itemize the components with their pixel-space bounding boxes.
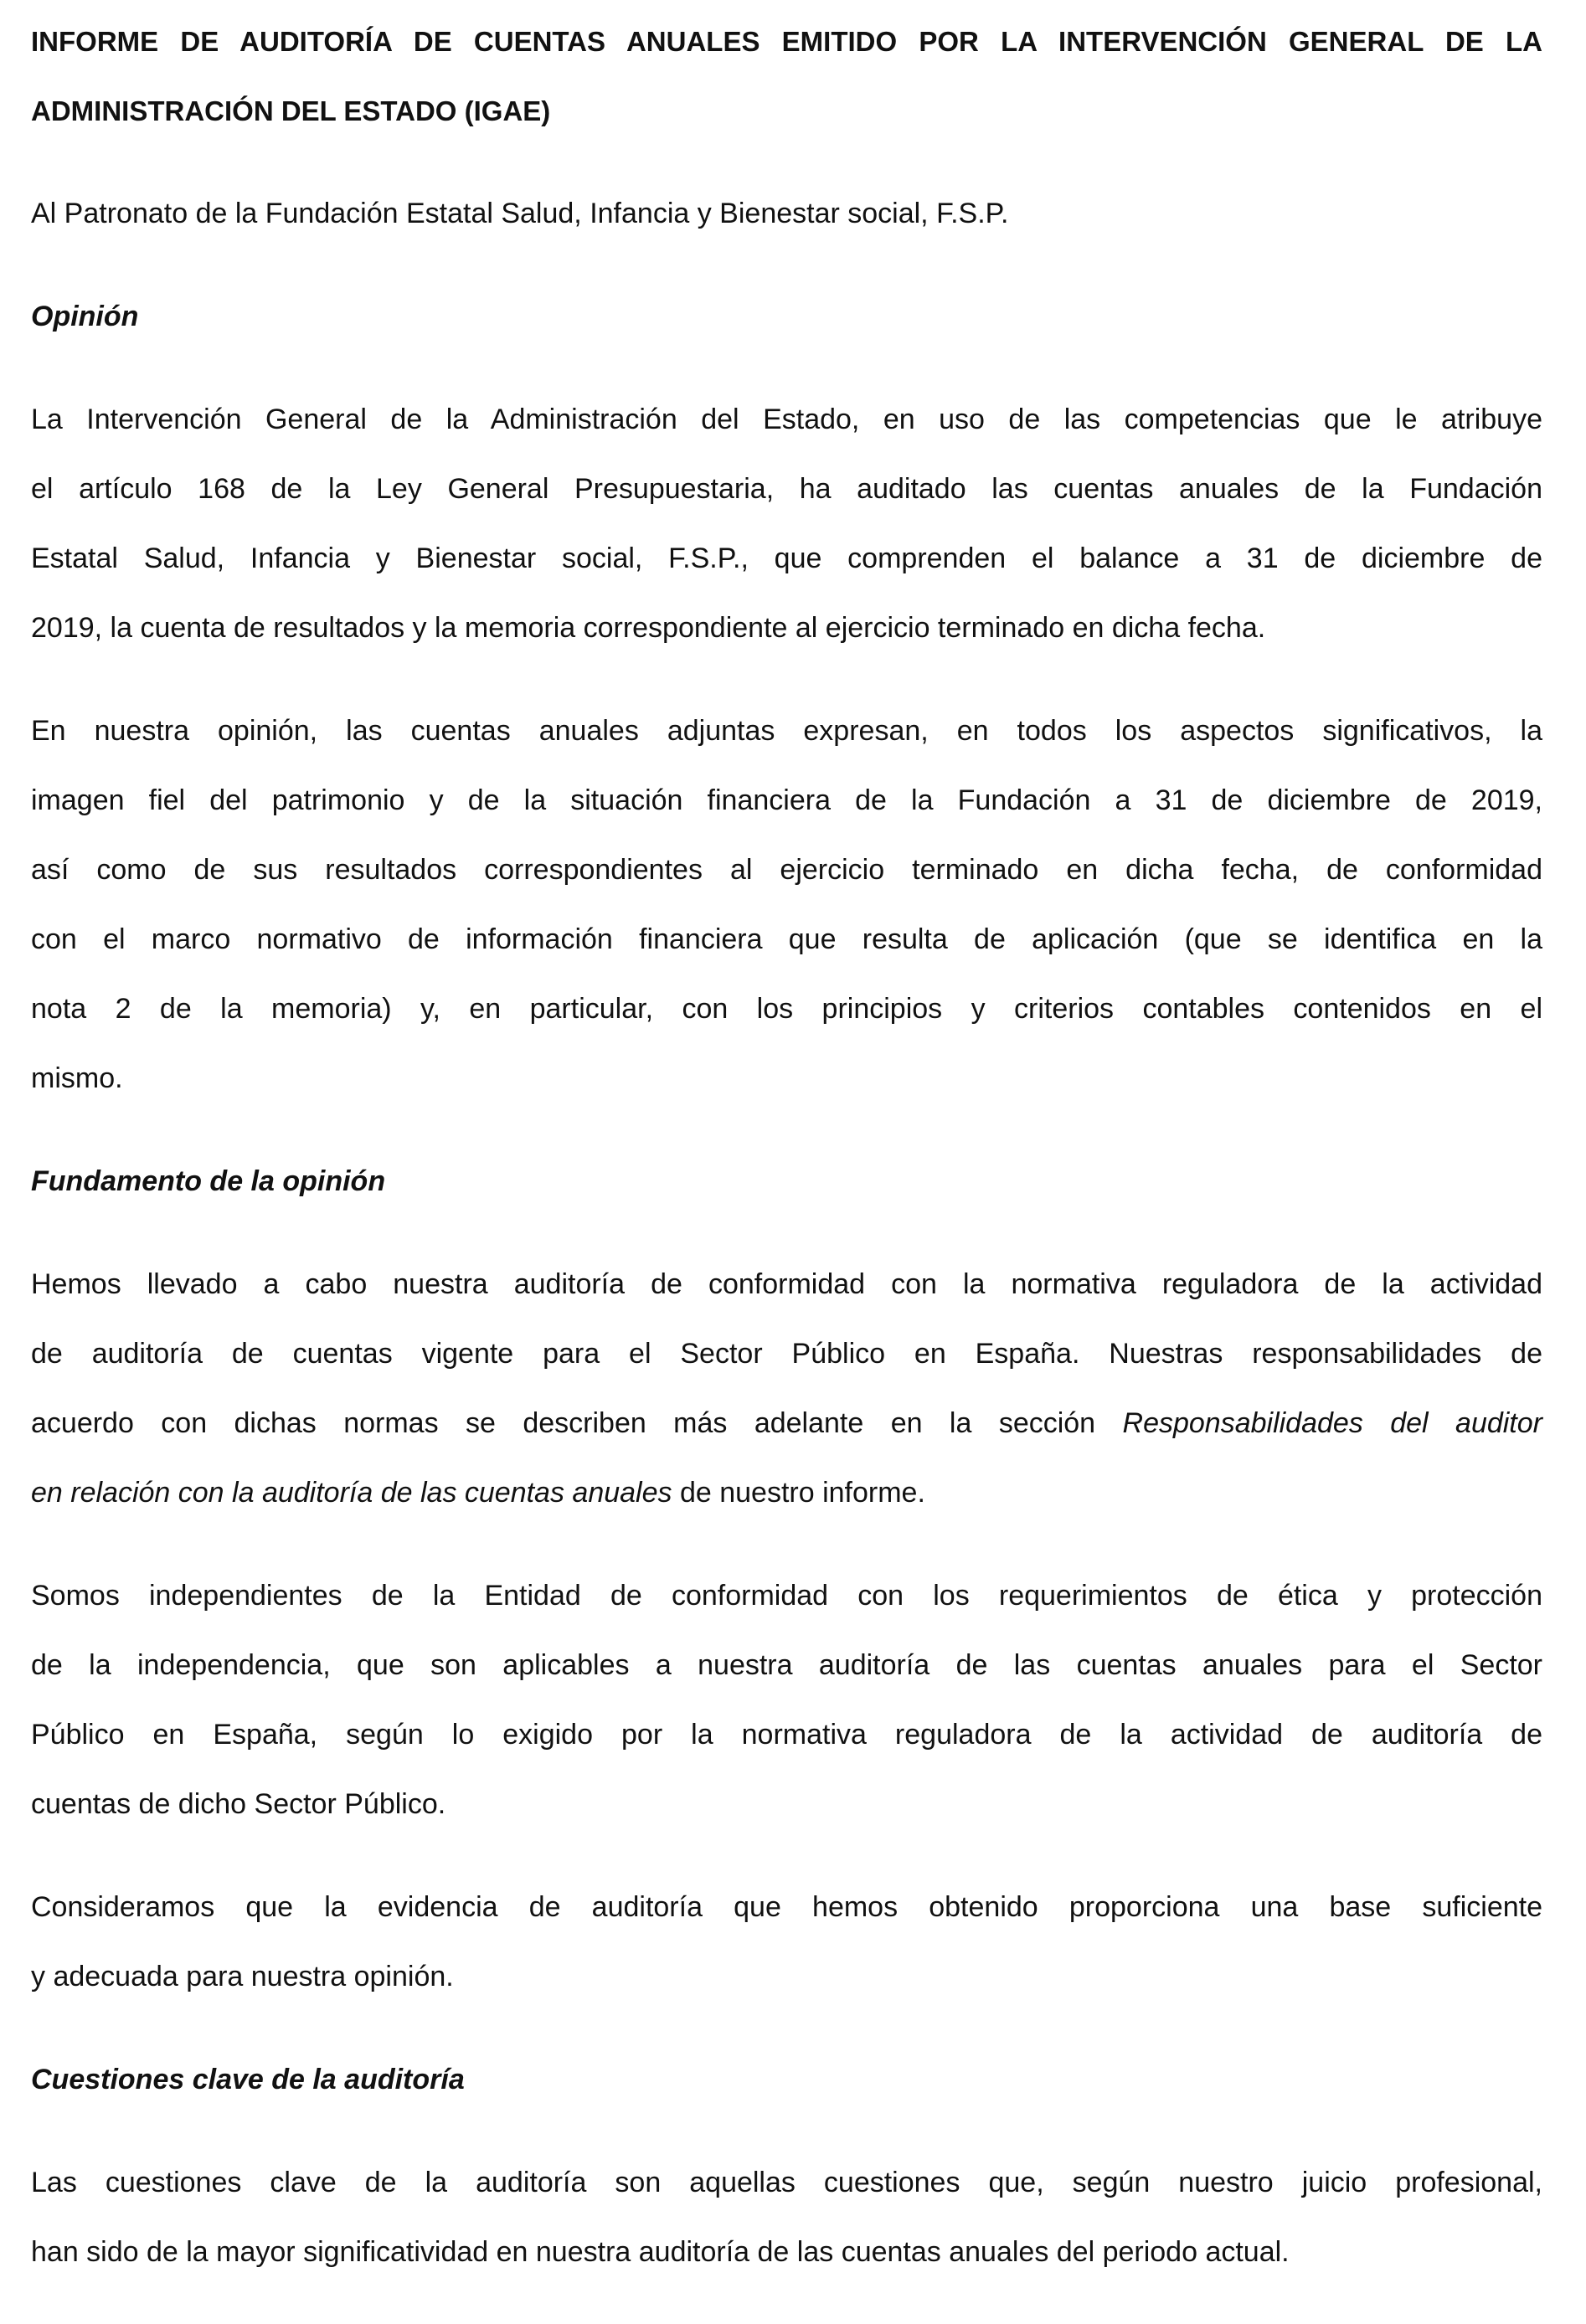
section-heading xyxy=(31,2045,1542,2115)
text-segment: acuerdo con dichas normas se describen más adelante en la sección xyxy=(31,1407,1123,1439)
text-line: 2019, la cuenta de resultados y la memoria correspondiente al ejercicio terminado en dicha fecha. xyxy=(31,612,1266,644)
paragraph xyxy=(31,1250,1542,1528)
audit-report-document xyxy=(31,7,1542,2321)
italic-text: en relación con la auditoría de las cuentas anuales xyxy=(31,1477,672,1509)
text-line: y adecuada para nuestra opinión. xyxy=(31,1961,454,1992)
text-segment: de nuestro informe. xyxy=(672,1477,925,1509)
section-heading xyxy=(31,282,1542,352)
text-line: así como de sus resultados correspondientes al ejercicio terminado en dicha fecha, de conformidad xyxy=(31,854,1542,886)
paragraph xyxy=(31,385,1542,663)
text-line xyxy=(31,1458,1542,1528)
paragraph xyxy=(31,179,1542,249)
section-heading xyxy=(31,1147,1542,1216)
report-title xyxy=(31,7,1542,146)
text-line: Público en España, según lo exigido por la normativa reguladora de la actividad de auditoría de xyxy=(31,1719,1542,1751)
italic-text: Responsabilidades del auditor xyxy=(1122,1407,1542,1439)
text-line: Hemos llevado a cabo nuestra auditoría de conformidad con la normativa reguladora de la actividad xyxy=(31,1268,1542,1300)
paragraph xyxy=(31,1873,1542,2012)
text-line: de auditoría de cuentas vigente para el Sector Público en España. Nuestras responsabilidades de xyxy=(31,1338,1542,1370)
text-line: nota 2 de la memoria) y, en particular, con los principios y criterios contables contenidos en el xyxy=(31,993,1542,1025)
text-line: Cuestiones clave de la auditoría xyxy=(31,2064,465,2095)
text-line: En nuestra opinión, las cuentas anuales adjuntas expresan, en todos los aspectos significativos, la xyxy=(31,715,1542,747)
text-line: Consideramos que la evidencia de auditoría que hemos obtenido proporciona una base suficiente xyxy=(31,1891,1542,1923)
text-line: Fundamento de la opinión xyxy=(31,1165,386,1197)
text-line: mismo. xyxy=(31,1062,123,1094)
text-line: Opinión xyxy=(31,301,139,332)
text-line: ADMINISTRACIÓN DEL ESTADO (IGAE) xyxy=(31,95,551,126)
text-line: Estatal Salud, Infancia y Bienestar social, F.S.P., que comprenden el balance a 31 de diciembre de xyxy=(31,542,1542,574)
text-line: de la independencia, que son aplicables a nuestra auditoría de las cuentas anuales para el Sector xyxy=(31,1649,1542,1681)
text-line: Las cuestiones clave de la auditoría son aquellas cuestiones que, según nuestro juicio profesional, xyxy=(31,2167,1542,2198)
text-line: han sido de la mayor significatividad en nuestra auditoría de las cuentas anuales del periodo actual. xyxy=(31,2236,1290,2268)
text-line: Al Patronato de la Fundación Estatal Salud, Infancia y Bienestar social, F.S.P. xyxy=(31,198,1009,229)
text-line: INFORME DE AUDITORÍA DE CUENTAS ANUALES EMITIDO POR LA INTERVENCIÓN GENERAL DE LA xyxy=(31,26,1542,57)
text-line: con el marco normativo de información financiera que resulta de aplicación (que se identifica en la xyxy=(31,923,1542,955)
text-line xyxy=(31,1389,1542,1458)
text-line: imagen fiel del patrimonio y de la situación financiera de la Fundación a 31 de diciembre de 2019, xyxy=(31,784,1542,816)
text-line: el artículo 168 de la Ley General Presupuestaria, ha auditado las cuentas anuales de la Fundación xyxy=(31,473,1542,505)
text-line: La Intervención General de la Administración del Estado, en uso de las competencias que le atribuye xyxy=(31,404,1542,435)
text-line: Somos independientes de la Entidad de conformidad con los requerimientos de ética y protección xyxy=(31,1580,1542,1612)
paragraph xyxy=(31,1561,1542,1839)
paragraph xyxy=(31,697,1542,1113)
text-line: cuentas de dicho Sector Público. xyxy=(31,1788,446,1820)
paragraph xyxy=(31,2148,1542,2287)
